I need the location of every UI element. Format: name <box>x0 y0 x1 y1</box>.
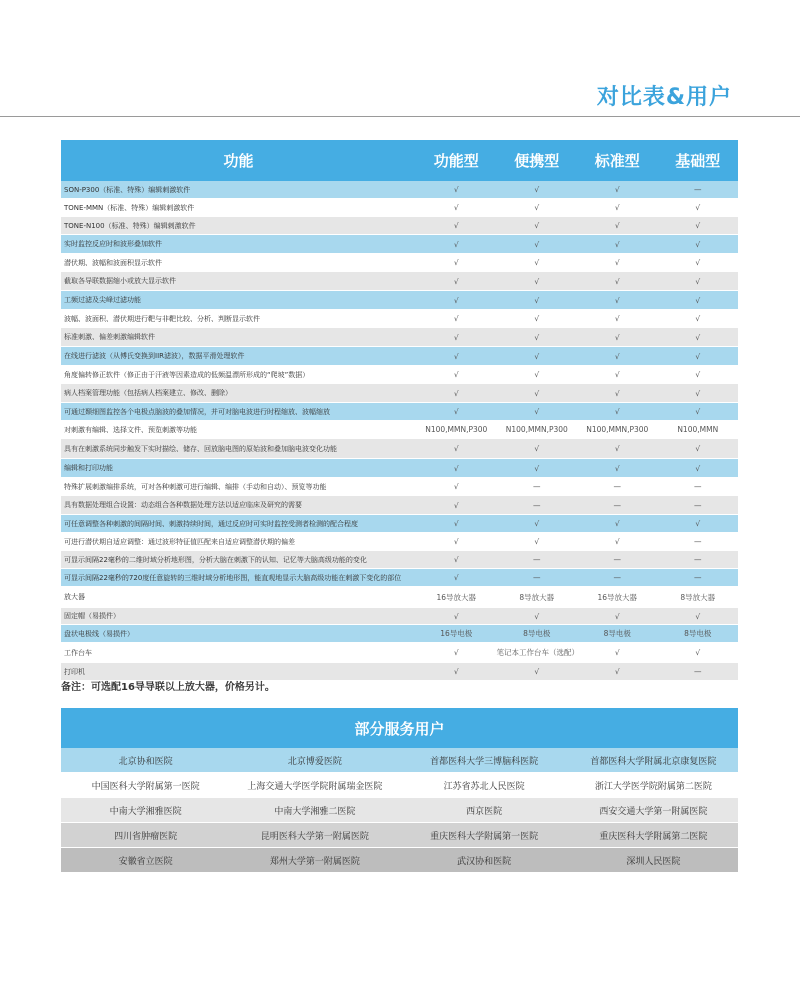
value-cell: √ <box>614 185 620 194</box>
value-cell: √ <box>614 444 620 453</box>
feature-cell: 具有在刺激系统同步触发下实时描绘、储存、回放脑电图的原始波和叠加脑电波变化功能 <box>64 444 337 453</box>
value-cell: 笔记本工作台车（选配） <box>496 648 579 657</box>
value-cell: √ <box>534 519 540 528</box>
table-row <box>61 478 738 496</box>
value-cell: √ <box>614 295 620 305</box>
table-row <box>61 310 738 328</box>
table-row <box>61 587 738 608</box>
value-cell: √ <box>534 407 540 416</box>
value-cell: √ <box>614 667 620 676</box>
value-cell: N100,MMN,P300 <box>586 425 649 434</box>
hospital-name: 郑州大学第一附属医院 <box>269 856 360 867</box>
value-cell: √ <box>614 463 620 473</box>
value-cell: √ <box>695 444 701 453</box>
feature-cell: 潜伏期、波幅和波面积显示软件 <box>64 258 162 267</box>
value-cell: √ <box>695 221 701 230</box>
value-cell: √ <box>534 370 540 379</box>
table-row <box>61 366 738 384</box>
value-cell: √ <box>534 258 540 267</box>
table-row <box>61 748 738 773</box>
footnote: 备注：可选配16导导联以上放大器，价格另计。 <box>61 682 275 693</box>
feature-cell: 截取各导联数据缩小或放大显示软件 <box>64 277 176 285</box>
value-cell: 16导放大器 <box>436 592 477 602</box>
feature-cell: 特殊扩展刺激编排系统，可对各种刺激可进行编辑、编排（手动和自动）、预览等功能 <box>64 482 327 491</box>
table-row <box>61 181 738 199</box>
table-row <box>61 328 738 347</box>
value-cell: √ <box>534 203 540 212</box>
value-cell: √ <box>695 519 701 528</box>
feature-cell: 工作台车 <box>64 648 92 657</box>
value-cell: 8导电极 <box>684 629 712 638</box>
value-cell: √ <box>695 314 701 323</box>
value-cell: — <box>694 500 702 510</box>
hospital-name: 北京博爱医院 <box>287 756 342 767</box>
feature-cell: 波幅、波面积、潜伏期进行靶与非靶比较、分析、判断显示软件 <box>64 314 260 323</box>
value-cell: √ <box>534 388 540 398</box>
value-cell: √ <box>453 573 459 582</box>
feature-cell: 实时监控反应时和波形叠加软件 <box>64 240 162 248</box>
value-cell: √ <box>695 648 701 657</box>
value-cell: √ <box>534 667 540 676</box>
value-cell: √ <box>453 667 459 676</box>
table-row <box>61 217 738 235</box>
feature-cell: 角度偏转修正软件（修正由于汗液等因素造成的低频温漂所形成的“爬坡”数据） <box>64 370 310 379</box>
value-cell: 8导电极 <box>603 629 631 638</box>
value-cell: √ <box>453 203 459 212</box>
value-cell: √ <box>614 519 620 528</box>
value-cell: √ <box>695 239 701 249</box>
value-cell: √ <box>453 444 459 453</box>
table-row <box>61 291 738 310</box>
value-cell: √ <box>453 611 459 621</box>
value-cell: 8导电极 <box>523 629 551 638</box>
comparison-table <box>61 140 738 681</box>
value-cell: — <box>533 482 541 491</box>
value-cell: — <box>694 185 702 194</box>
value-cell: √ <box>453 221 459 230</box>
hospital-name: 西安交通大学第一附属医院 <box>599 806 708 817</box>
feature-cell: 具有数据处理组合设置：动态组合各种数据处理方法以适应临床及研究的需要 <box>64 501 302 509</box>
table-row <box>61 459 738 478</box>
hospital-name: 首都医科大学三博脑科医院 <box>430 756 539 767</box>
value-cell: √ <box>453 185 459 194</box>
feature-cell: 可通过颞细图监控各个电极点脑波的叠加情况，并可对脑电波进行时程缩放、波幅缩放 <box>64 407 330 416</box>
feature-cell: 可显示间隔22毫秒的二维时域分析地形图，分析大脑在刺激下的认知、记忆等大脑高级功能的变化 <box>64 555 367 564</box>
table-row <box>61 199 738 217</box>
value-cell: N100,MMN,P300 <box>505 425 568 434</box>
value-cell: √ <box>534 463 540 473</box>
feature-cell: 病人档案管理功能（包括病人档案建立、修改、删除） <box>64 389 232 397</box>
value-cell: — <box>694 537 702 546</box>
table-row <box>61 439 738 459</box>
value-cell: N100,MMN <box>677 425 719 434</box>
feature-cell: 可进行潜伏期自适应调整：通过波形特征值匹配来自适应调整潜伏期的偏差 <box>64 537 295 546</box>
feature-cell: 工频过滤及尖峰过滤功能 <box>64 296 141 304</box>
table-row <box>61 625 738 643</box>
value-cell: — <box>694 573 702 582</box>
feature-cell: 编辑和打印功能 <box>64 464 113 472</box>
header-portable-model: 便携型 <box>514 152 560 170</box>
value-cell: 8导放大器 <box>519 592 555 602</box>
value-cell: √ <box>453 482 459 491</box>
value-cell: √ <box>695 332 701 342</box>
title-divider <box>0 116 800 117</box>
header-functional-model: 功能型 <box>433 152 479 170</box>
table-row <box>61 403 738 421</box>
value-cell: √ <box>534 351 540 361</box>
value-cell: √ <box>453 463 459 473</box>
value-cell: — <box>533 555 541 564</box>
value-cell: √ <box>614 258 620 267</box>
value-cell: — <box>613 482 621 491</box>
table-row <box>61 823 738 848</box>
value-cell: √ <box>614 370 620 379</box>
value-cell: √ <box>614 648 620 657</box>
value-cell: √ <box>534 611 540 621</box>
value-cell: √ <box>453 258 459 267</box>
value-cell: 8导放大器 <box>680 592 716 602</box>
value-cell: — <box>694 555 702 564</box>
comparison-table-body <box>61 181 738 681</box>
value-cell: √ <box>695 276 701 286</box>
value-cell: √ <box>695 611 701 621</box>
table-row <box>61 496 738 515</box>
table-row <box>61 773 738 798</box>
service-users-body <box>61 748 738 873</box>
value-cell: √ <box>534 239 540 249</box>
value-cell: √ <box>453 519 459 528</box>
value-cell: √ <box>695 351 701 361</box>
table-row <box>61 533 738 551</box>
value-cell: — <box>613 573 621 582</box>
value-cell: √ <box>614 221 620 230</box>
value-cell: √ <box>453 370 459 379</box>
value-cell: √ <box>695 407 701 416</box>
value-cell: √ <box>534 295 540 305</box>
hospital-name: 上海交通大学医学院附属瑞金医院 <box>247 781 383 792</box>
table-row <box>61 384 738 403</box>
value-cell: √ <box>614 407 620 416</box>
service-users-table <box>61 708 738 873</box>
value-cell: √ <box>453 500 459 510</box>
table-row <box>61 643 738 663</box>
page-title: 对比表&用户 <box>596 85 732 110</box>
value-cell: √ <box>453 276 459 286</box>
hospital-name: 中南大学湘雅医院 <box>109 806 182 817</box>
feature-cell: TONE-MMN（标准、特殊）编辑刺激软件 <box>64 203 195 212</box>
table-row <box>61 798 738 823</box>
hospital-name: 重庆医科大学附属第一医院 <box>430 831 539 842</box>
hospital-name: 北京协和医院 <box>118 756 173 767</box>
feature-cell: 打印机 <box>64 667 85 676</box>
value-cell: √ <box>453 239 459 249</box>
hospital-name: 浙江大学医学院附属第二医院 <box>594 781 712 792</box>
value-cell: — <box>533 500 541 510</box>
value-cell: √ <box>695 388 701 398</box>
value-cell: √ <box>453 351 459 361</box>
hospital-name: 江苏省苏北人民医院 <box>443 781 525 792</box>
value-cell: √ <box>614 276 620 286</box>
value-cell: — <box>613 500 621 510</box>
value-cell: √ <box>453 332 459 342</box>
hospital-name: 昆明医科大学第一附属医院 <box>260 831 369 842</box>
value-cell: √ <box>614 314 620 323</box>
value-cell: √ <box>453 314 459 323</box>
value-cell: √ <box>534 332 540 342</box>
feature-cell: TONE-N100（标准、特殊）编辑刺激软件 <box>64 221 196 230</box>
value-cell: √ <box>534 314 540 323</box>
hospital-name: 安徽省立医院 <box>118 856 173 867</box>
service-users-title: 部分服务用户 <box>61 708 738 748</box>
table-row <box>61 235 738 254</box>
hospital-name: 四川省肿瘤医院 <box>114 831 178 842</box>
value-cell: √ <box>614 203 620 212</box>
value-cell: — <box>694 482 702 491</box>
value-cell: √ <box>453 388 459 398</box>
value-cell: √ <box>614 239 620 249</box>
feature-cell: 可任意调整各种刺激的间隔时间、刺激持续时间，通过反应时可实时监控受测者检测的配合程度 <box>64 519 358 528</box>
hospital-name: 武汉协和医院 <box>457 856 512 867</box>
value-cell: √ <box>695 203 701 212</box>
value-cell: — <box>533 573 541 582</box>
feature-cell: 放大器 <box>64 593 85 601</box>
value-cell: √ <box>534 221 540 230</box>
value-cell: √ <box>695 463 701 473</box>
feature-cell: 在线进行滤波（从傅氏变换到IIR滤波），数据平滑处理软件 <box>64 352 245 360</box>
header-basic-model: 基础型 <box>675 152 721 170</box>
feature-cell: 可显示间隔22毫秒的720度任意旋转的三维时域分析地形图，能直观地显示大脑高级功能在刺激下变化的部位 <box>64 573 402 582</box>
table-row <box>61 515 738 533</box>
value-cell: √ <box>614 537 620 546</box>
hospital-name: 中国医科大学附属第一医院 <box>91 781 200 792</box>
value-cell: √ <box>695 258 701 267</box>
hospital-name: 重庆医科大学附属第二医院 <box>599 831 708 842</box>
value-cell: — <box>613 555 621 564</box>
value-cell: √ <box>614 351 620 361</box>
feature-cell: 标准刺激、偏差刺激编辑软件 <box>64 333 155 341</box>
feature-cell: SON-P300（标准、特殊）编辑刺激软件 <box>64 185 191 194</box>
table-row <box>61 848 738 873</box>
table-row <box>61 347 738 366</box>
value-cell: √ <box>614 611 620 621</box>
value-cell: √ <box>534 444 540 453</box>
hospital-name: 深圳人民医院 <box>626 856 681 867</box>
value-cell: √ <box>453 295 459 305</box>
value-cell: 16导电极 <box>440 629 473 638</box>
hospital-name: 西京医院 <box>466 806 503 817</box>
table-row <box>61 421 738 439</box>
feature-cell: 对刺激有编辑、选择文件、预览刺激等功能 <box>64 425 197 434</box>
hospital-name: 首都医科大学附属北京康复医院 <box>590 756 717 767</box>
feature-cell: 盘状电极线（易损件） <box>64 629 134 638</box>
value-cell: √ <box>453 555 459 564</box>
comparison-table-header <box>61 140 738 181</box>
hospital-name: 中南大学湘雅二医院 <box>274 806 356 817</box>
value-cell: — <box>694 667 702 676</box>
header-feature: 功能 <box>223 152 254 170</box>
value-cell: 16导放大器 <box>597 592 638 602</box>
value-cell: √ <box>614 332 620 342</box>
value-cell: √ <box>453 648 459 657</box>
value-cell: √ <box>453 537 459 546</box>
table-row <box>61 608 738 625</box>
value-cell: √ <box>695 370 701 379</box>
table-row <box>61 569 738 587</box>
value-cell: √ <box>534 537 540 546</box>
header-standard-model: 标准型 <box>594 152 640 170</box>
value-cell: √ <box>695 295 701 305</box>
value-cell: N100,MMN,P300 <box>425 425 488 434</box>
feature-cell: 固定帽（易损件） <box>64 612 120 620</box>
table-row <box>61 272 738 291</box>
table-row <box>61 254 738 272</box>
value-cell: √ <box>534 276 540 286</box>
value-cell: √ <box>534 185 540 194</box>
value-cell: √ <box>453 407 459 416</box>
table-row <box>61 551 738 569</box>
value-cell: √ <box>614 388 620 398</box>
